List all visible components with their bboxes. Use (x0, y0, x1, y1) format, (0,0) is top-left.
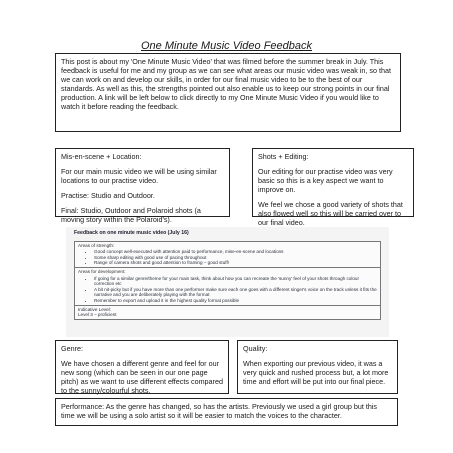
intro-box (55, 53, 401, 132)
level-heading: Indicative Level: (78, 306, 111, 312)
genre-box (55, 340, 229, 394)
feedback-screenshot (66, 227, 389, 337)
development-list (78, 276, 377, 304)
level-value: Level 3 – proficient (78, 312, 117, 318)
quality-box (237, 340, 398, 394)
performance-text: Performance: As the genre has changed, so has the artists. Previously we used a girl group but this time we will be using a solo artist so it will be easier to match the voices to the character. (61, 402, 378, 420)
development-section (74, 268, 381, 306)
shots-editing-box (252, 148, 414, 227)
list-item: • A bit nit-picky but if you have more than one performer make sure each one goes with a different singer's voice on the track unless it fits the narrative and you are deliberately playing with the format (94, 287, 377, 298)
performance-box (55, 398, 398, 426)
strengths-heading: Areas of strength: (78, 242, 115, 248)
mise-paragraph-3: Final: Studio, Outdoor and Polaroid shots (a moving story within the Polaroid's). (61, 206, 201, 224)
mise-paragraph-2: Practise: Studio and Outdoor. (61, 191, 155, 200)
mise-heading: Mis-en-scene + Location: (61, 152, 142, 161)
list-item: • Remember to export and upload it in the highest quality format possible (94, 298, 377, 304)
list-item: • Some sharp editing with good use of pacing throughout (94, 255, 377, 261)
intro-text: This post is about my 'One Minute Music Video' that was filmed before the summer break in July. This feedback is useful for me and my group as we can see what areas our music video was weak in, so that we can work on and develop our skills, in order for our final music video to be to the best of our standards. As well as this, the strengths pointed out also enable us to keep our strong points in our final production. A link will be left below to click directly to my One Minute Music Video if you would like to watch it before reading the feedback. (61, 57, 391, 111)
shots-paragraph-2: We feel we chose a good variety of shots that also flowed well so this will be carried over to our final video. (258, 200, 403, 227)
mise-en-scene-box (55, 148, 230, 224)
list-item: • If going for a similar genre/theme for your main task, think about how you can recreate the 'sunny' feel of your shots through colour correction etc (94, 276, 377, 287)
list-item: • Range of camera shots and good attention to framing – good stuff! (94, 260, 377, 266)
mise-paragraph-1: For our main music video we will be using similar locations to our practise video. (61, 167, 217, 185)
list-item: • Good concept well-executed with attention paid to performance, mise-en-scene and locations (94, 249, 377, 255)
feedback-title: Feedback on one minute music video (July 16) (74, 230, 189, 236)
genre-heading: Genre: (61, 344, 83, 353)
strengths-section (74, 241, 381, 268)
quality-text: When exporting our previous video, it was a very quick and rushed process but, a lot more time and effort will be put into our final piece. (243, 359, 389, 386)
strengths-list (78, 249, 377, 266)
quality-heading: Quality: (243, 344, 268, 353)
page-title: One Minute Music Video Feedback (141, 40, 312, 52)
shots-paragraph-1: Our editing for our practise video was very basic so this is a key aspect we want to improve on. (258, 167, 393, 194)
level-section (74, 306, 381, 320)
genre-text: We have chosen a different genre and feel for our new song (which can be seen in our one page pitch) as we want to use different effects compared to the sunny/colourful shots. (61, 359, 223, 395)
shots-heading: Shots + Editing: (258, 152, 309, 161)
development-heading: Areas for development: (78, 268, 126, 274)
